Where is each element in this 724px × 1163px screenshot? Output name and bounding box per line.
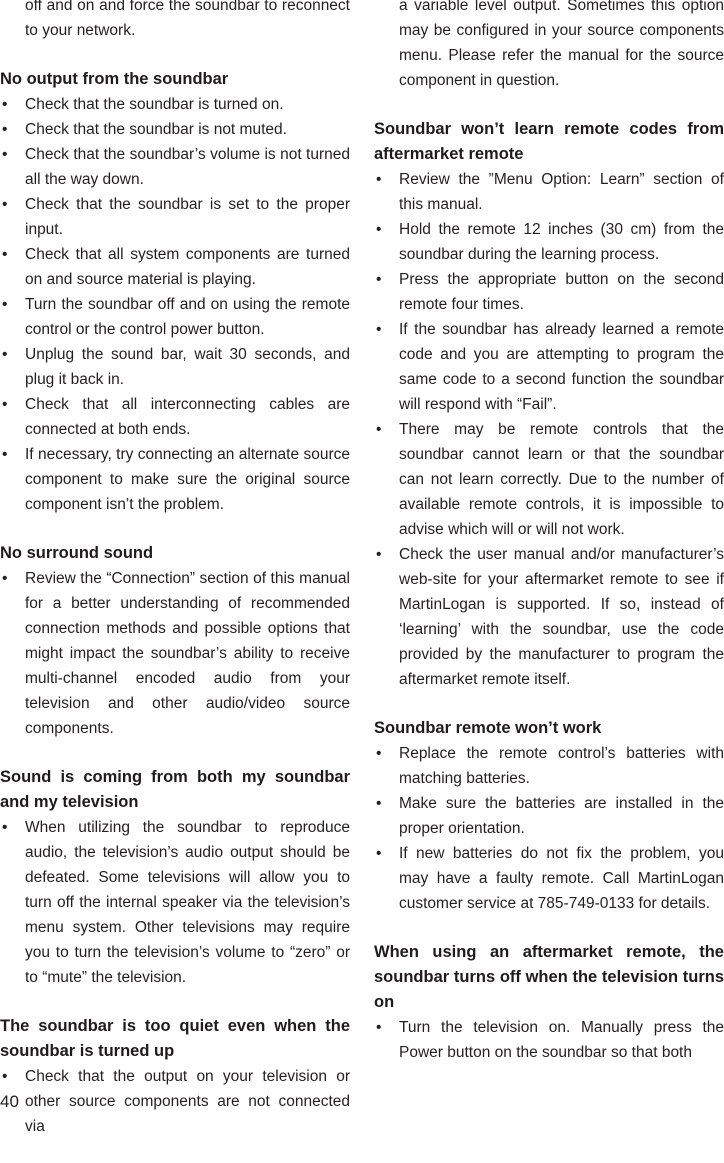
bullet-item: • Review the ”Menu Option: Learn” section of this manual. — [374, 167, 724, 217]
bullet-item: • Press the appropriate button on the second remote four times. — [374, 267, 724, 317]
troubleshooting-section — [374, 117, 724, 692]
bullet-item: • Hold the remote 12 inches (30 cm) from the soundbar during the learning process. — [374, 217, 724, 267]
bullet-item: • There may be remote controls that the soundbar cannot learn or that the soundbar can not learn correctly. Due to the number of available remote controls, it is impossible to advise which will or will not work. — [374, 417, 724, 542]
bullet-item: • Check that the soundbar is not muted. — [0, 117, 350, 142]
bullet-item: • Replace the remote control’s batteries with matching batteries. — [374, 741, 724, 791]
page-number: 40 — [0, 1092, 19, 1111]
bullet-list — [0, 92, 350, 517]
section-heading: Soundbar won’t learn remote codes from aftermarket remote — [374, 120, 724, 163]
bullet-item: • Turn the soundbar off and on using the remote control or the control power button. — [0, 292, 350, 342]
bullet-item: • Make sure the batteries are installed in the proper orientation. — [374, 791, 724, 841]
bullet-item: • If the soundbar has already learned a remote code and you are attempting to program the same code to a second function the soundbar will respond with “Fail”. — [374, 317, 724, 417]
section-heading: When using an aftermarket remote, the soundbar turns off when the television turns on — [374, 943, 724, 1011]
bullet-item: • When utilizing the soundbar to reproduce audio, the television’s audio output should be defeated. Some televisions will allow you to turn off the internal speaker via the television’s menu system. Other televisions may require you to turn the television’s volume to “zero” or to “mute” the television. — [0, 815, 350, 990]
section-heading: Sound is coming from both my soundbar and my television — [0, 768, 350, 811]
troubleshooting-section — [0, 1014, 350, 1139]
right-column — [374, 0, 724, 1089]
continuation-text: a variable level output. Sometimes this option may be configured in your source components menu. Please refer the manual for the source component in question. — [399, 0, 724, 89]
bullet-item: • Check that the output on your television or other source components are not connected via — [0, 1064, 350, 1139]
bullet-list — [374, 741, 724, 916]
troubleshooting-section — [0, 765, 350, 990]
bullet-item: • Turn the television on. Manually press the Power button on the soundbar so that both — [374, 1015, 724, 1065]
bullet-item: • Check that the soundbar is turned on. — [0, 92, 350, 117]
bullet-list — [374, 1015, 724, 1065]
bullet-list — [0, 1064, 350, 1139]
section-heading: Soundbar remote won’t work — [374, 719, 602, 737]
bullet-item: • Unplug the sound bar, wait 30 seconds, and plug it back in. — [0, 342, 350, 392]
bullet-item: • Check the user manual and/or manufacturer’s web-site for your aftermarket remote to see if MartinLogan is supported. If so, instead of ‘learning’ with the soundbar, use the code provided by the manufacturer to program the aftermarket remote itself. — [374, 542, 724, 692]
left-column — [0, 0, 350, 1163]
troubleshooting-section — [0, 67, 350, 517]
section-heading: The soundbar is too quiet even when the soundbar is turned up — [0, 1017, 350, 1060]
troubleshooting-section — [0, 541, 350, 741]
troubleshooting-section — [374, 716, 724, 916]
bullet-item: • If new batteries do not fix the problem, you may have a faulty remote. Call MartinLogan customer service at 785-749-0133 for details. — [374, 841, 724, 916]
bullet-item: • Check that the soundbar is set to the proper input. — [0, 192, 350, 242]
bullet-list — [374, 167, 724, 692]
continuation-text: off and on and force the soundbar to reconnect to your network. — [25, 0, 350, 39]
troubleshooting-section — [374, 940, 724, 1065]
bullet-item: • If necessary, try connecting an alternate source component to make sure the original source component isn’t the problem. — [0, 442, 350, 517]
bullet-list — [0, 566, 350, 741]
bullet-item: • Review the “Connection” section of this manual for a better understanding of recommended connection methods and possible options that might impact the soundbar’s ability to receive multi-channel encoded audio from your television and other audio/video source components. — [0, 566, 350, 741]
section-heading: No surround sound — [0, 544, 154, 562]
bullet-list — [0, 815, 350, 990]
bullet-item: • Check that all system components are turned on and source material is playing. — [0, 242, 350, 292]
section-heading: No output from the soundbar — [0, 70, 229, 88]
bullet-item: • Check that the soundbar’s volume is not turned all the way down. — [0, 142, 350, 192]
bullet-item: • Check that all interconnecting cables are connected at both ends. — [0, 392, 350, 442]
